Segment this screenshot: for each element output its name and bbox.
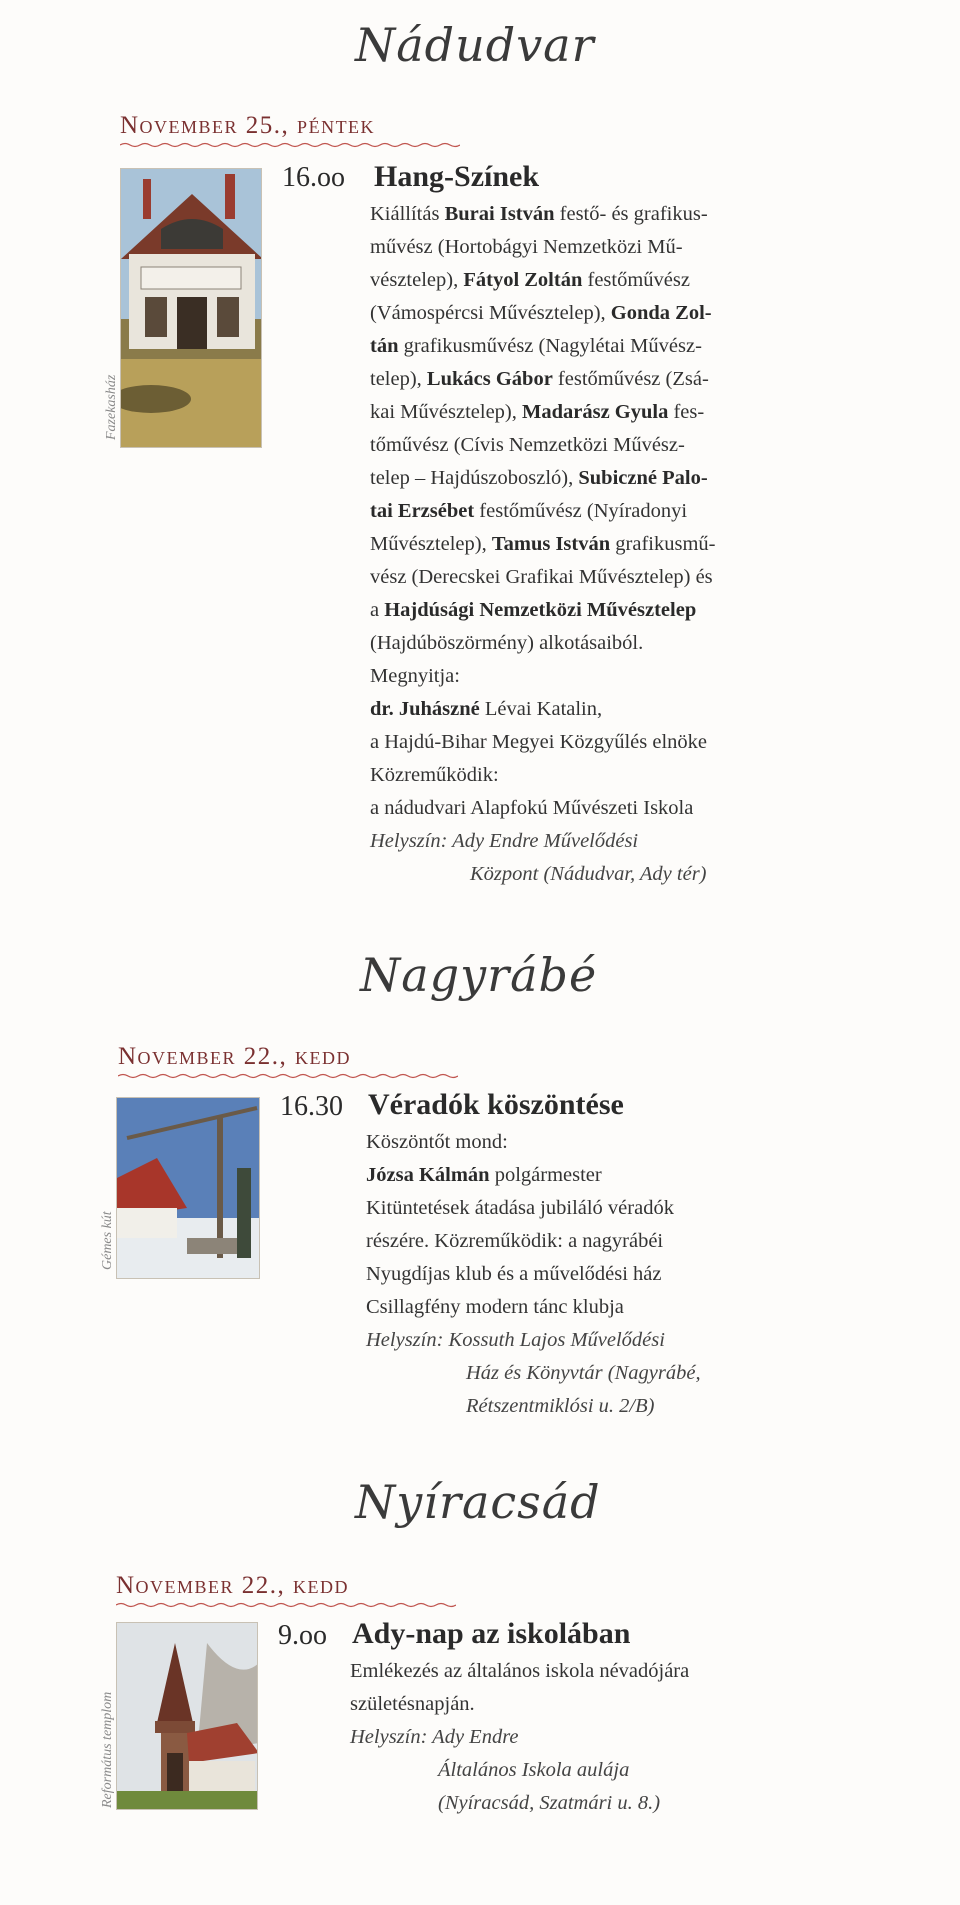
location-line: (Nyíracsád, Szatmári u. 8.) — [438, 1792, 661, 1814]
event-date-text: November 22., kedd — [118, 1043, 352, 1070]
event-date — [118, 1043, 351, 1075]
event-description — [350, 1655, 810, 1820]
description-line: Közreműködik: — [370, 764, 499, 786]
description-line: a Hajdúsági Nemzetközi Művésztelep — [370, 599, 697, 621]
location-line: Általános Iskola aulája — [438, 1759, 630, 1781]
wavy-underline — [116, 1602, 456, 1608]
church-illustration — [117, 1623, 258, 1810]
description-line: telep – Hajdúszoboszló), Subiczné Palo- — [370, 467, 708, 489]
event-date-text: November 25., péntek — [120, 112, 376, 139]
location-line: Ház és Könyvtár (Nagyrábé, — [466, 1362, 701, 1384]
location-line: Központ (Nádudvar, Ady tér) — [470, 863, 707, 885]
description-line: dr. Juhászné Lévai Katalin, — [370, 698, 603, 720]
event-date — [120, 112, 375, 144]
house-illustration — [121, 169, 262, 448]
event-photo-fazekashaz — [120, 168, 262, 448]
description-line: Nyugdíjas klub és a művelődési ház — [366, 1263, 662, 1285]
description-line: tai Erzsébet festőművész (Nyíradonyi — [370, 500, 688, 522]
event-time: 16.30 — [280, 1091, 343, 1122]
event-title: Véradók köszöntése — [368, 1088, 624, 1121]
event-time: 9.oo — [278, 1620, 327, 1651]
event-description — [366, 1126, 806, 1423]
event-date — [116, 1572, 349, 1604]
wavy-underline — [120, 142, 460, 148]
description-line: Csillagfény modern tánc klubja — [366, 1296, 624, 1318]
description-line: a Hajdú-Bihar Megyei Közgyűlés elnöke — [370, 731, 708, 753]
event-description — [370, 198, 810, 891]
location-line: Rétszentmiklósi u. 2/B) — [466, 1395, 655, 1417]
location-line: Helyszín: Ady Endre Művelődési — [370, 830, 639, 852]
description-line: Emlékezés az általános iskola névadójára — [350, 1660, 690, 1682]
photo-caption: Gémes kút — [100, 1211, 115, 1270]
event-title: Ady-nap az iskolában — [352, 1617, 631, 1650]
description-line: Józsa Kálmán polgármester — [366, 1164, 602, 1186]
description-line: tán grafikusművész (Nagylétai Művész- — [370, 335, 702, 357]
event-time: 16.oo — [282, 162, 345, 193]
location-line: Helyszín: Ady Endre — [350, 1726, 519, 1748]
description-line: Kitüntetések átadása jubiláló véradók — [366, 1197, 674, 1219]
event-photo-reformatus-templom — [116, 1622, 258, 1810]
event-photo-gemes-kut — [116, 1097, 260, 1279]
description-line: vésztelep), Fátyol Zoltán festőművész — [370, 269, 690, 291]
description-line: művész (Hortobágyi Nemzetközi Mű- — [370, 236, 683, 258]
description-line: részére. Közreműködik: a nagyrábéi — [366, 1230, 664, 1252]
photo-caption: Református templom — [100, 1691, 115, 1808]
description-line: Művésztelep), Tamus István grafikusmű- — [370, 533, 716, 555]
town-heading: Nádudvar — [355, 18, 595, 72]
description-line: kai Művésztelep), Madarász Gyula fes- — [370, 401, 705, 423]
description-line: születésnapján. — [350, 1693, 475, 1715]
description-line: vész (Derecskei Grafikai Művésztelep) és — [370, 566, 713, 588]
description-line: (Vámospércsi Művésztelep), Gonda Zol- — [370, 302, 712, 324]
well-illustration — [117, 1098, 260, 1279]
description-line: Köszöntőt mond: — [366, 1131, 508, 1153]
description-line: Kiállítás Burai István festő- és grafikus- — [370, 203, 708, 225]
town-heading: Nagyrábé — [360, 948, 598, 1002]
event-date-text: November 22., kedd — [116, 1572, 350, 1599]
description-line: a nádudvari Alapfokú Művészeti Iskola — [370, 797, 694, 819]
description-line: (Hajdúböszörmény) alkotásaiból. — [370, 632, 644, 654]
location-line: Helyszín: Kossuth Lajos Művelődési — [366, 1329, 665, 1351]
description-line: telep), Lukács Gábor festőművész (Zsá- — [370, 368, 709, 390]
town-heading: Nyíracsád — [355, 1475, 601, 1529]
wavy-underline — [118, 1073, 458, 1079]
photo-caption: Fazekasház — [104, 374, 119, 440]
description-line: Megnyitja: — [370, 665, 460, 687]
description-line: tőművész (Cívis Nemzetközi Művész- — [370, 434, 685, 456]
event-title: Hang-Színek — [374, 160, 540, 193]
